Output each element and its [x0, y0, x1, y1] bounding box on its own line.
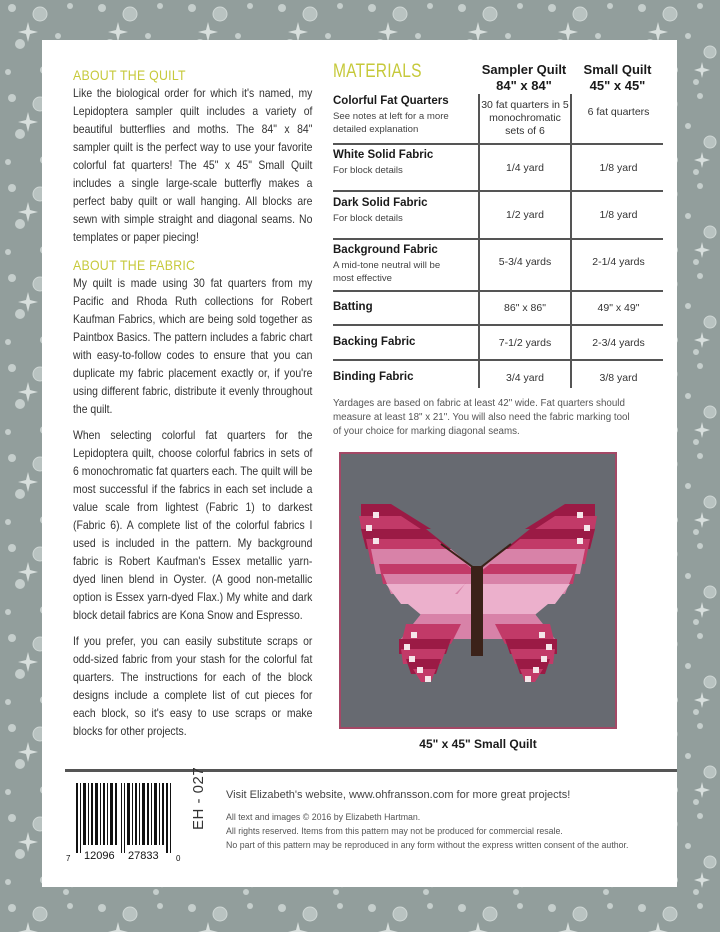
copyright-line: All text and images © 2016 by Elizabeth Hartman.: [226, 812, 421, 822]
cell-small: 2-1/4 yards: [592, 256, 645, 268]
cell-small: 1/8 yard: [599, 209, 638, 221]
about-fabric-paragraph-1: My quilt is made using 30 fat quarters from my Pacific and Rhoda Ruth collections for Robert Kaufman Fabrics, which are being sold together as Paintbox Basics. The pattern includes a fabric chart with easy-to-follow codes to ensure that you can duplicate my fabric placement exactly or, if you're using different fabric, distribute it evenly throughout the quilt.: [73, 277, 313, 416]
about-fabric-paragraph-2: When selecting colorful fat quarters for the Lepidoptera quilt, choose colorful fabrics in sets of 6 monochromatic fat quarters each. The quilt will be most successful if the fabrics in each set include a value scale from lightest (Fabric 1) to darkest (Fabric 6). A complete list of the colorful fabrics I used is included in the pattern. My background fabric is Robert Kaufman's Essex metallic yarn-dyed linen blend in Oyster. (A good non-metallic option is Essex yarn-dyed Flax.) My white and dark block detail fabrics are Kona Snow and Espresso.: [73, 429, 313, 622]
cell-sampler: 86" x 86": [504, 302, 546, 314]
about-fabric-heading: ABOUT THE FABRIC: [73, 257, 196, 273]
copyright-line: No part of this pattern may be reproduced in any form without the express written consent of the author.: [226, 840, 629, 850]
column-header-small: [570, 62, 665, 94]
row-label: White Solid Fabric: [333, 149, 434, 161]
column-size: 84" x 84": [496, 78, 552, 93]
product-sku: EH - 027: [190, 766, 207, 830]
row-label: Colorful Fat Quarters: [333, 95, 449, 107]
column-name: Sampler Quilt: [481, 62, 567, 77]
cell-sampler: 7-1/2 yards: [498, 337, 552, 349]
barcode: [66, 783, 182, 865]
row-sublabel: For block details: [333, 165, 403, 176]
column-name: Small Quilt: [583, 62, 652, 77]
barcode-icon: [72, 783, 182, 853]
table-divider-horizontal: [333, 290, 663, 292]
cell-sampler: 5-3/4 yards: [498, 256, 552, 268]
column-header-sampler: [478, 62, 570, 94]
quilt-caption: 45" x 45" Small Quilt: [419, 737, 537, 751]
cell-sampler: 30 fat quarters in 5 monochromatic sets of 6: [481, 99, 569, 137]
cell-small: 49" x 49": [597, 302, 640, 314]
cell-small: 2-3/4 yards: [592, 337, 645, 349]
table-divider-horizontal: [333, 238, 663, 240]
row-label: Binding Fabric: [333, 371, 414, 383]
cell-small: 1/8 yard: [599, 162, 638, 174]
butterfly-icon: [341, 454, 615, 727]
copyright-line: All rights reserved. Items from this pattern may not be produced for commercial resale.: [226, 826, 563, 836]
cell-sampler: 3/4 yard: [506, 372, 544, 384]
row-sublabel: A mid-tone neutral will be most effective: [333, 260, 441, 284]
table-divider-horizontal: [333, 324, 663, 326]
table-divider-horizontal: [333, 359, 663, 361]
about-quilt-heading: ABOUT THE QUILT: [73, 67, 186, 83]
row-sublabel: See notes at left for a more detailed explanation: [333, 111, 449, 135]
materials-heading: MATERIALS: [333, 61, 422, 82]
cell-sampler: 1/2 yard: [506, 209, 544, 221]
row-label: Backing Fabric: [333, 336, 416, 348]
about-quilt-paragraph: Like the biological order for which it's named, my Lepidoptera sampler quilt includes a variety of beautiful butterflies and moths. The 84" x 84" sampler quilt is the perfect way to use your favorite colorful fat quarters! The 45" x 45" Small Quilt includes a single large-scale butterfly makes a perfect baby quilt or wall hanging. All blocks are sewn with simple straight and diagonal seams. No templates or paper piecing!: [73, 87, 313, 244]
table-divider-horizontal: [333, 143, 663, 145]
barcode-digits: 7 12096 27833 0: [66, 850, 181, 863]
row-label: Batting: [333, 301, 373, 313]
row-sublabel: For block details: [333, 213, 403, 224]
about-fabric-text: [73, 275, 312, 749]
website-line: Visit Elizabeth's website, www.ohfransson.com for more great projects!: [226, 789, 571, 801]
cell-small: 6 fat quarters: [587, 106, 650, 118]
footer-divider: [65, 769, 677, 772]
column-size: 45" x 45": [589, 78, 646, 93]
cell-sampler: 1/4 yard: [506, 162, 544, 174]
butterfly-quilt-illustration: [339, 452, 617, 729]
yardage-note: Yardages are based on fabric at least 42" wide. Fat quarters should measure at least 18" x 21". You will also need the fabric marking tool of your choice for marking diagonal seams.: [333, 398, 630, 437]
table-divider-horizontal: [333, 190, 663, 192]
row-label: Background Fabric: [333, 244, 438, 256]
cell-small: 3/8 yard: [599, 372, 638, 384]
row-label: Dark Solid Fabric: [333, 197, 428, 209]
about-quilt-text: [73, 85, 312, 255]
about-fabric-paragraph-3: If you prefer, you can easily substitute scraps or odd-sized fabric from your stash for the colorful fat quarters. The instructions for each of the block designs include a complete list of cut pieces for each block, so it's easy to use scraps or make blocks for other projects.: [73, 635, 313, 738]
